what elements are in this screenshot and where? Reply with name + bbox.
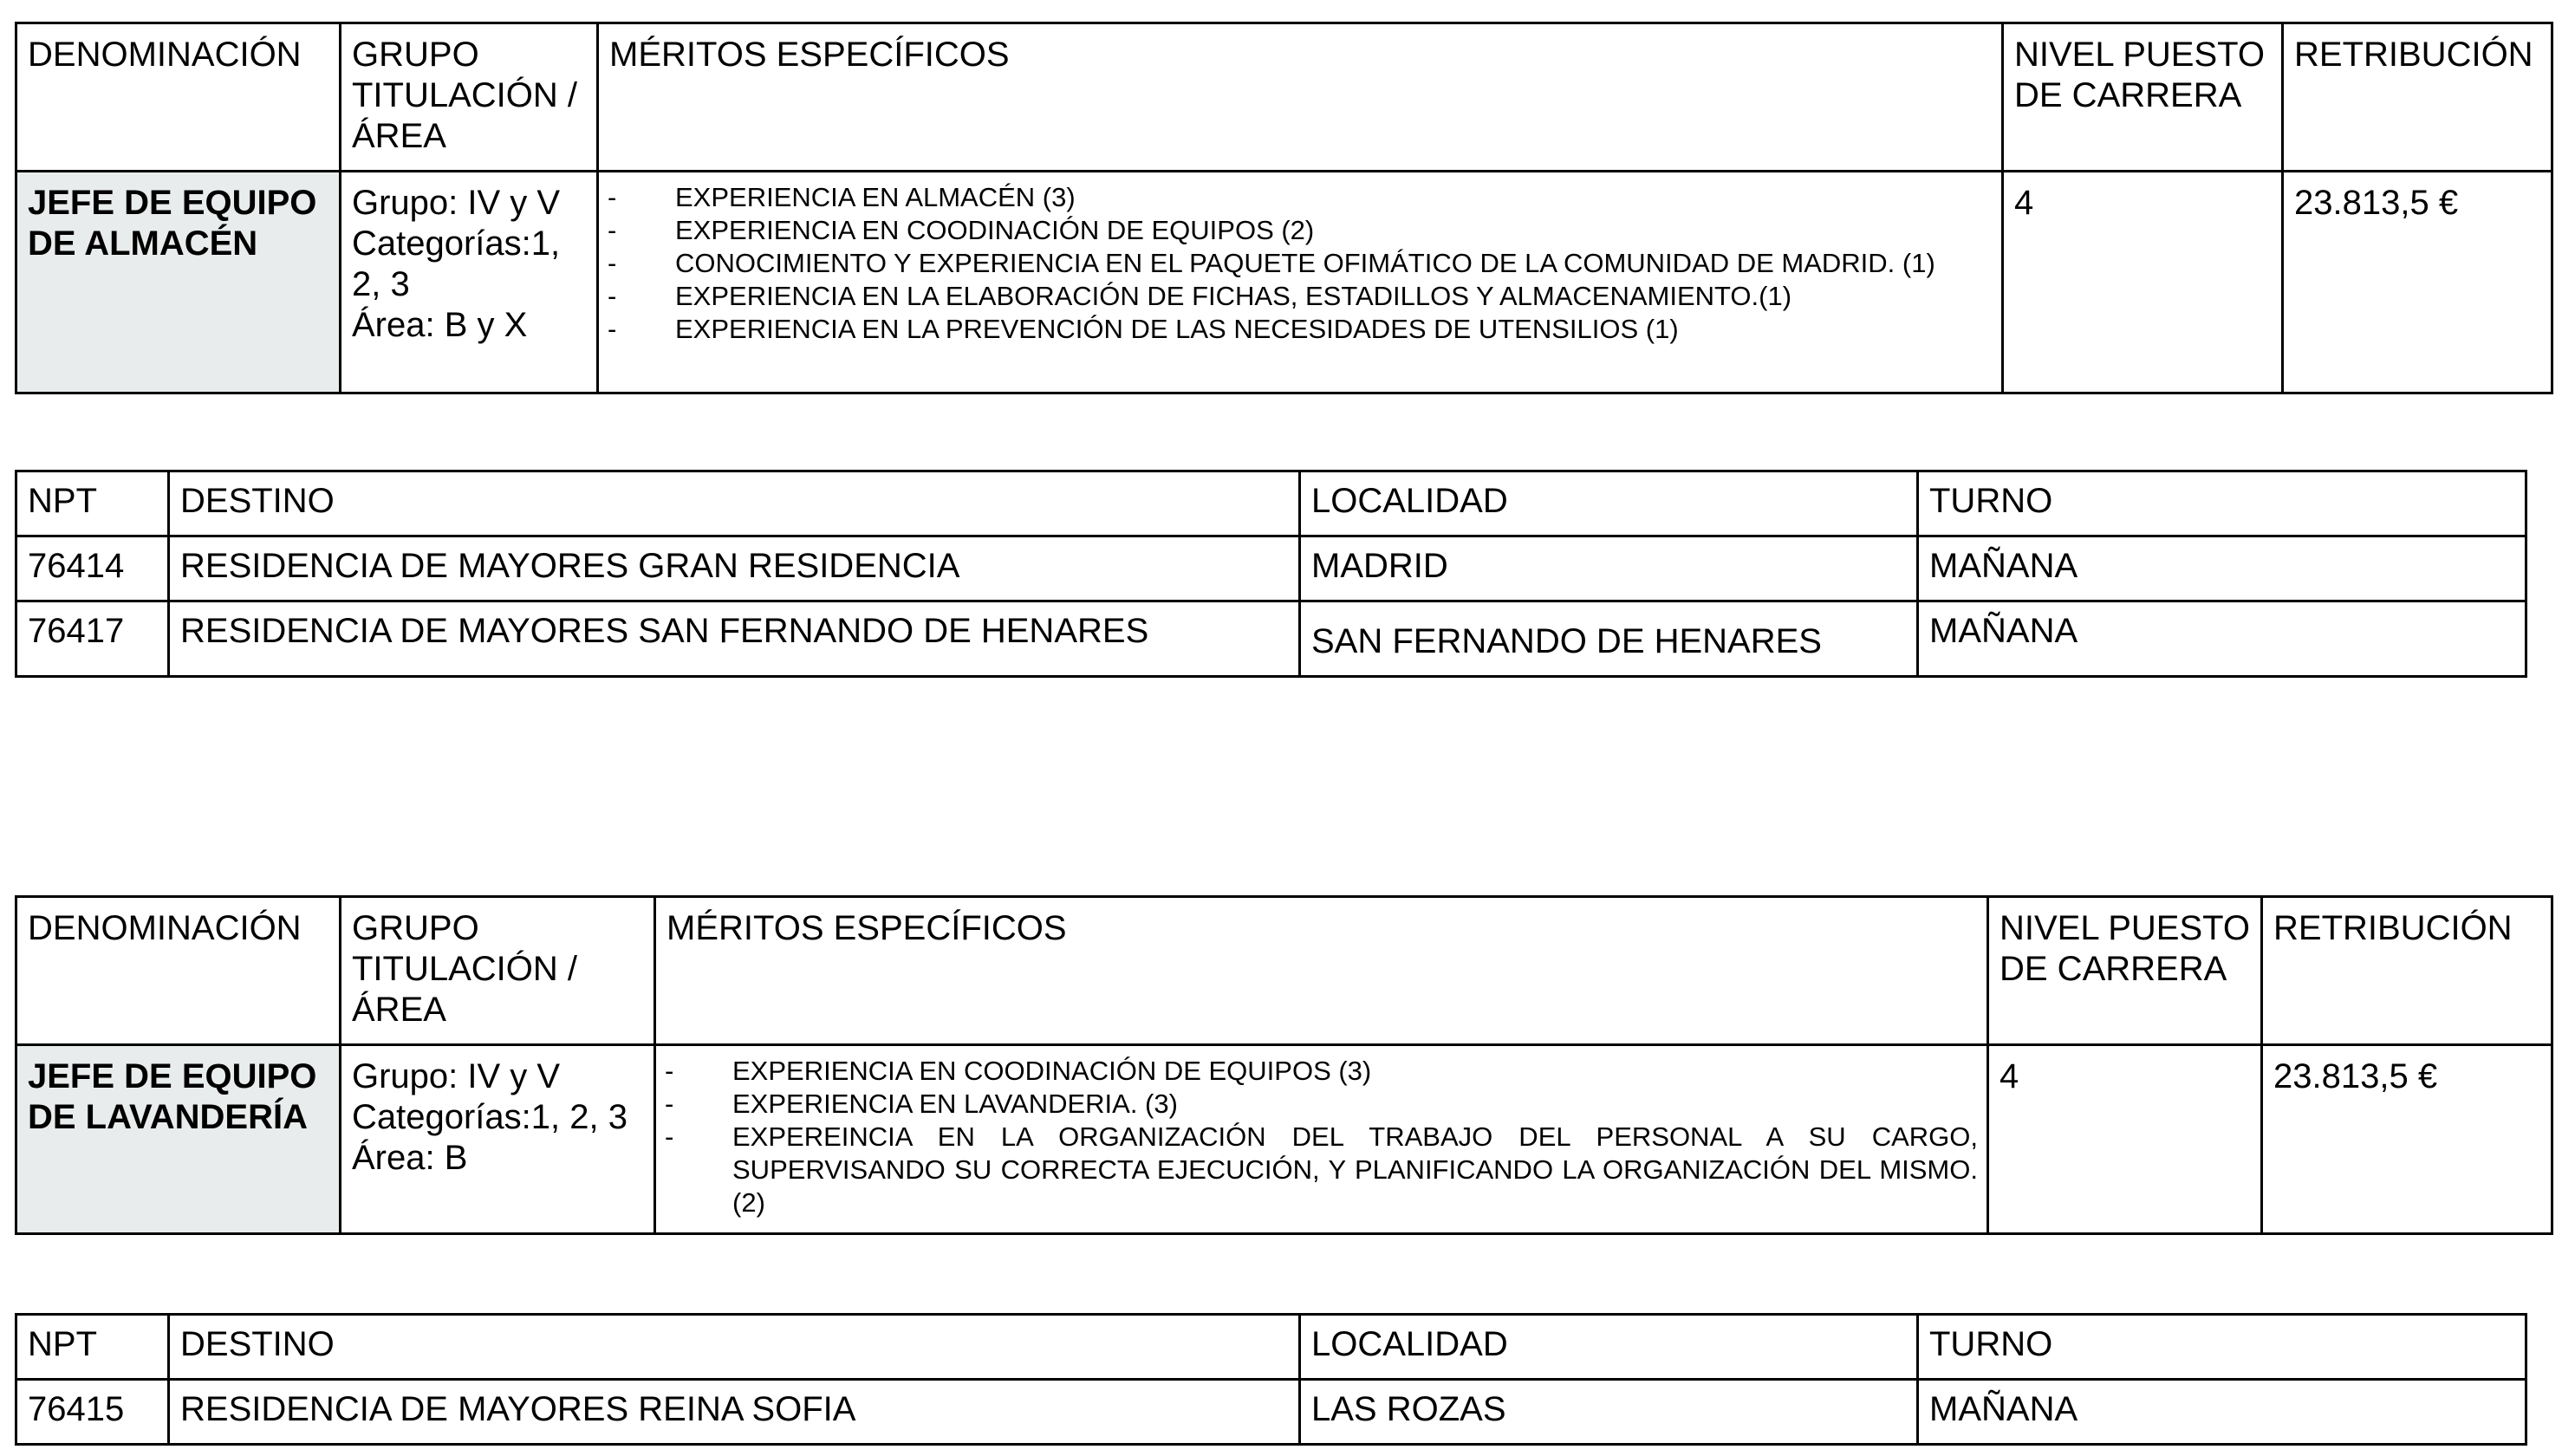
table-row (16, 601, 2526, 677)
npt-cell: 76417 (16, 601, 169, 677)
table-row (16, 1380, 2526, 1445)
header-retribucion: RETRIBUCIÓN (2283, 23, 2552, 172)
header-row (16, 471, 2526, 536)
header-destino: DESTINO (169, 471, 1300, 536)
merito-item: - EXPERIENCIA EN LAVANDERIA. (3) (665, 1089, 1178, 1119)
puesto-table-2 (15, 895, 2553, 1235)
grupo-text: Grupo: IV y V (352, 1057, 561, 1095)
npt-cell: 76414 (16, 536, 169, 601)
grupo-cell (341, 1045, 655, 1234)
merito-item: - EXPERIENCIA EN COODINACIÓN DE EQUIPOS (3) (665, 1056, 1372, 1086)
header-npt: NPT (16, 1315, 169, 1380)
nivel-cell: 4 (1988, 1045, 2262, 1234)
destinos-table-1 (15, 470, 2527, 678)
meritos-list (665, 1055, 1978, 1219)
area-text: Área: B (352, 1139, 468, 1177)
localidad-cell: LAS ROZAS (1300, 1380, 1918, 1445)
merito-item: - CONOCIMIENTO Y EXPERIENCIA EN EL PAQUETE OFIMÁTICO DE LA COMUNIDAD DE MADRID. (1) (608, 248, 1935, 278)
bullet-dash: - (608, 281, 617, 311)
bullet-dash: - (608, 248, 617, 278)
bullet-dash: - (608, 215, 617, 245)
retribucion-cell: 23.813,5 € (2262, 1045, 2552, 1234)
header-destino: DESTINO (169, 1315, 1300, 1380)
header-npt: NPT (16, 471, 169, 536)
meritos-cell (655, 1045, 1988, 1234)
puesto-row (16, 1045, 2552, 1234)
header-row (16, 23, 2552, 172)
retribucion-cell: 23.813,5 € (2283, 172, 2552, 393)
turno-cell: MAÑANA (1918, 536, 2526, 601)
header-grupo: GRUPO TITULACIÓN / ÁREA (341, 23, 598, 172)
localidad-cell (1300, 601, 1918, 677)
npt-cell: 76415 (16, 1380, 169, 1445)
bullet-dash: - (665, 1089, 674, 1119)
table-row (16, 536, 2526, 601)
merito-item: - EXPERIENCIA EN LA ELABORACIÓN DE FICHAS, ESTADILLOS Y ALMACENAMIENTO.(1) (608, 281, 1792, 311)
puesto-row (16, 172, 2552, 393)
bullet-dash: - (608, 182, 617, 212)
nivel-cell: 4 (2003, 172, 2283, 393)
header-row (16, 897, 2552, 1045)
categorias-text: Categorías:1, 2, 3 (352, 1098, 627, 1136)
header-denominacion: DENOMINACIÓN (16, 897, 341, 1045)
turno-cell: MAÑANA (1918, 1380, 2526, 1445)
puesto-table-1 (15, 22, 2553, 394)
grupo-cell (341, 172, 598, 393)
merito-item: - EXPERIENCIA EN COODINACIÓN DE EQUIPOS (2) (608, 215, 1315, 245)
destino-cell: RESIDENCIA DE MAYORES GRAN RESIDENCIA (169, 536, 1300, 601)
header-retribucion: RETRIBUCIÓN (2262, 897, 2552, 1045)
turno-cell: MAÑANA (1918, 601, 2526, 677)
header-localidad: LOCALIDAD (1300, 1315, 1918, 1380)
merito-item: - EXPERIENCIA EN ALMACÉN (3) (608, 182, 1076, 212)
merito-item: - EXPEREINCIA EN LA ORGANIZACIÓN DEL TRABAJO DEL PERSONAL A SU CARGO, SUPERVISANDO SU CORRECTA EJECUCIÓN, Y PLANIFICANDO LA ORGANIZACIÓN DEL MISMO. (2) (665, 1121, 1978, 1218)
merito-item: - EXPERIENCIA EN LA PREVENCIÓN DE LAS NECESIDADES DE UTENSILIOS (1) (608, 314, 1679, 344)
area-text: Área: B y X (352, 306, 528, 344)
header-turno: TURNO (1918, 471, 2526, 536)
bullet-dash: - (608, 314, 617, 344)
meritos-cell (598, 172, 2003, 393)
localidad-cell: MADRID (1300, 536, 1918, 601)
destinos-table-2 (15, 1313, 2527, 1446)
grupo-text: Grupo: IV y V (352, 184, 561, 222)
header-meritos: MÉRITOS ESPECÍFICOS (598, 23, 2003, 172)
denominacion-cell: JEFE DE EQUIPO DE LAVANDERÍA (16, 1045, 341, 1234)
header-nivel: NIVEL PUESTO DE CARRERA (2003, 23, 2283, 172)
categorias-text: Categorías:1, 2, 3 (352, 224, 561, 303)
header-nivel: NIVEL PUESTO DE CARRERA (1988, 897, 2262, 1045)
meritos-list (608, 181, 1993, 346)
bullet-dash: - (665, 1056, 674, 1086)
localidad-text: SAN FERNANDO DE HENARES (1311, 622, 1822, 660)
header-grupo: GRUPO TITULACIÓN / ÁREA (341, 897, 655, 1045)
destino-cell: RESIDENCIA DE MAYORES REINA SOFIA (169, 1380, 1300, 1445)
header-meritos: MÉRITOS ESPECÍFICOS (655, 897, 1988, 1045)
destino-cell: RESIDENCIA DE MAYORES SAN FERNANDO DE HENARES (169, 601, 1300, 677)
denominacion-cell: JEFE DE EQUIPO DE ALMACÉN (16, 172, 341, 393)
bullet-dash: - (665, 1121, 674, 1152)
header-row (16, 1315, 2526, 1380)
header-localidad: LOCALIDAD (1300, 471, 1918, 536)
header-turno: TURNO (1918, 1315, 2526, 1380)
header-denominacion: DENOMINACIÓN (16, 23, 341, 172)
